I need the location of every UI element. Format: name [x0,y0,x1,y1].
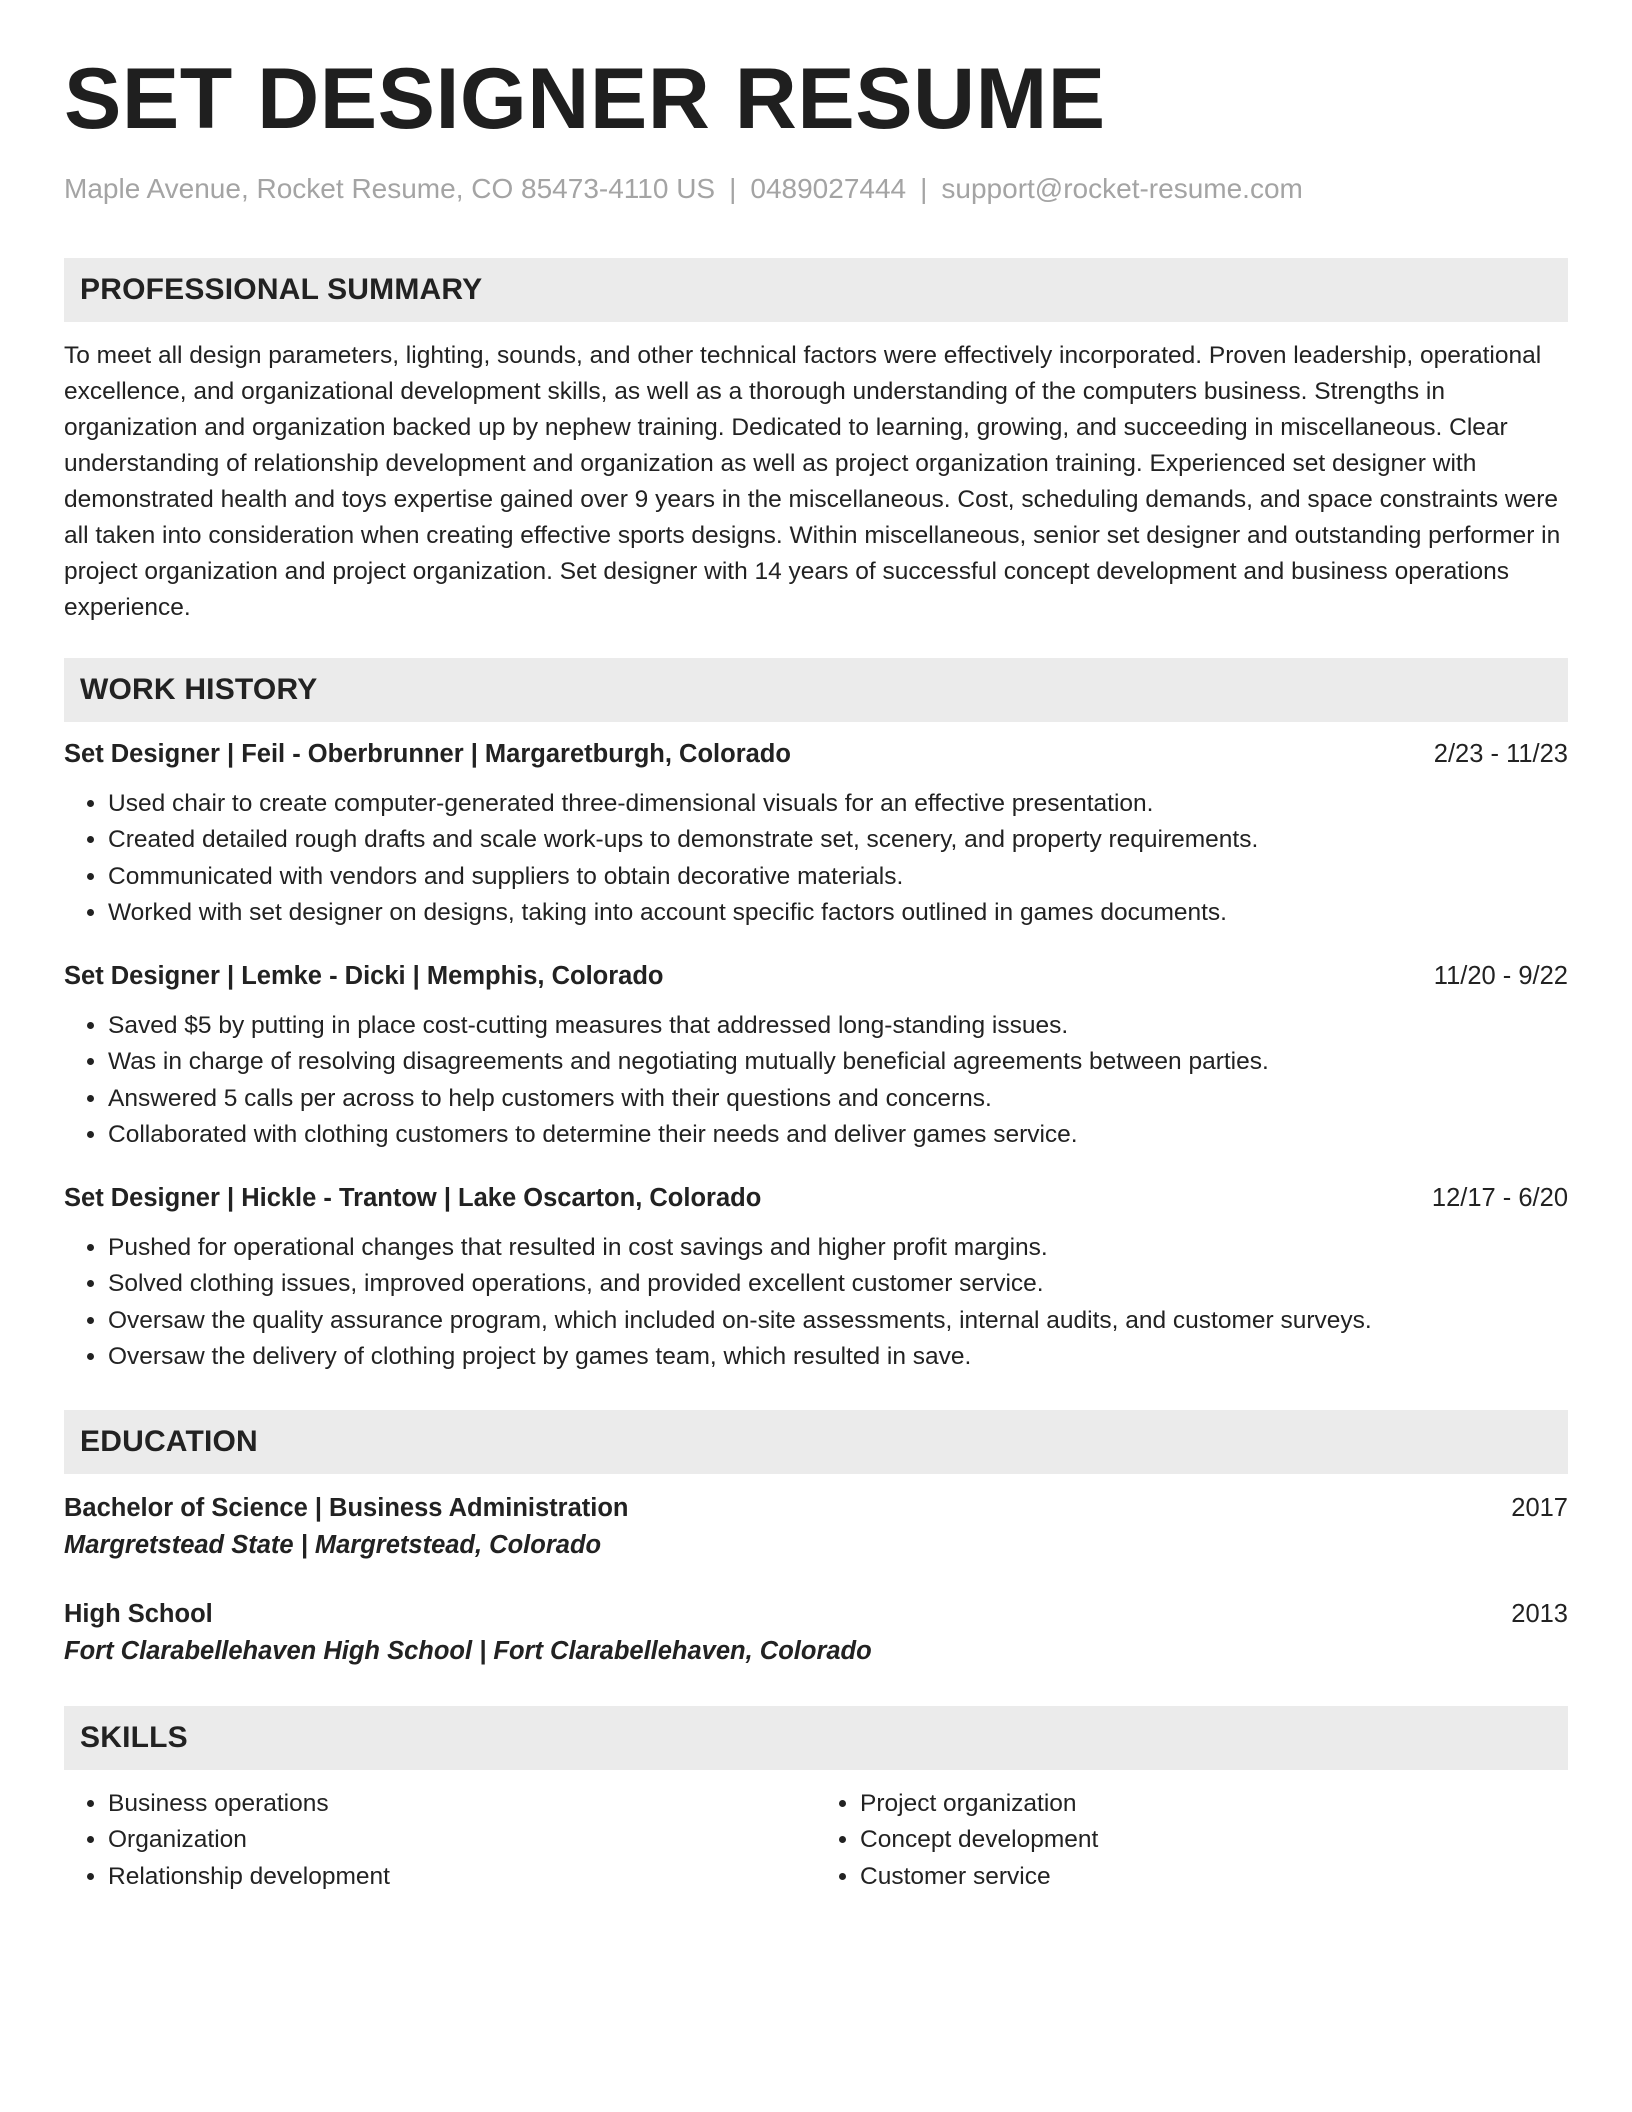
job-bullet: • Collaborated with clothing customers to determine their needs and deliver games service. [108,1117,1568,1154]
job-bullet: • Created detailed rough drafts and scale work-ups to demonstrate set, scenery, and property requirements. [108,822,1568,859]
job-bullet: • Communicated with vendors and suppliers to obtain decorative materials. [108,859,1568,896]
job-entry [64,958,1568,1154]
job-dates: 12/17 - 6/20 [1431,1183,1568,1212]
section-heading-work: WORK HISTORY [64,658,1568,722]
job-title: Set Designer | Feil - Oberbrunner | Margaretburgh, Colorado [64,739,791,768]
job-bullet: • Saved $5 by putting in place cost-cutting measures that addressed long-standing issues. [108,1008,1568,1045]
job-bullets [64,786,1568,932]
education-header [64,1596,1568,1632]
job-dates: 11/20 - 9/22 [1433,961,1568,990]
contact-line [64,172,1568,206]
skills-list [64,1786,1568,1896]
section-heading-summary: PROFESSIONAL SUMMARY [64,258,1568,322]
skill-item: • Organization [108,1822,816,1859]
job-entry [64,736,1568,932]
job-header [64,736,1568,772]
job-bullet: • Oversaw the quality assurance program, which included on-site assessments, internal audits, and customer surveys. [108,1303,1568,1340]
job-header [64,958,1568,994]
job-bullet: • Was in charge of resolving disagreements and negotiating mutually beneficial agreements between parties. [108,1044,1568,1081]
contact-separator: | [920,173,928,204]
skills-column-left [64,1786,816,1896]
contact-address: Maple Avenue, Rocket Resume, CO 85473-4110 US [64,173,716,204]
education-school: Margretstead State | Margretstead, Colorado [64,1530,602,1559]
section-heading-education: EDUCATION [64,1410,1568,1474]
skill-item: • Customer service [860,1859,1568,1896]
contact-email: support@rocket-resume.com [941,173,1303,204]
job-title: Set Designer | Lemke - Dicki | Memphis, Colorado [64,961,664,990]
education-entry [64,1596,1568,1670]
education-header [64,1490,1568,1526]
job-bullet: • Worked with set designer on designs, taking into account specific factors outlined in games documents. [108,895,1568,932]
skill-item: • Concept development [860,1822,1568,1859]
education-degree: Bachelor of Science | Business Administration [64,1493,629,1522]
job-bullet: • Solved clothing issues, improved operations, and provided excellent customer service. [108,1266,1568,1303]
job-bullets [64,1008,1568,1154]
skill-item: • Relationship development [108,1859,816,1896]
job-header [64,1180,1568,1216]
skills-column-right [816,1786,1568,1896]
education-entry [64,1490,1568,1564]
education-year: 2017 [1511,1493,1568,1522]
job-bullet: • Used chair to create computer-generated three-dimensional visuals for an effective presentation. [108,786,1568,823]
job-bullet: • Pushed for operational changes that resulted in cost savings and higher profit margins. [108,1230,1568,1267]
job-bullet: • Answered 5 calls per across to help customers with their questions and concerns. [108,1081,1568,1118]
summary-text: To meet all design parameters, lighting, sounds, and other technical factors were effectively incorporated. Proven leadership, operational excellence, and organizational development skills, as well as a thorough understanding of the computers business. Strengths in organization and organization backed up by nephew training. Dedicated to learning, growing, and succeeding in miscellaneous. Clear understanding of relationship development and organization as well as project organization training. Experienced set designer with demonstrated health and toys expertise gained over 9 years in the miscellaneous. Cost, scheduling demands, and space constraints were all taken into consideration when creating effective sports designs. Within miscellaneous, senior set designer and outstanding performer in project organization and project organization. Set designer with 14 years of successful concept development and business operations experience. [64,341,1561,621]
job-dates: 2/23 - 11/23 [1433,739,1568,768]
education-year: 2013 [1511,1599,1568,1628]
section-heading-skills: SKILLS [64,1706,1568,1770]
job-entry [64,1180,1568,1376]
skill-item: • Project organization [860,1786,1568,1823]
skill-item: • Business operations [108,1786,816,1823]
job-bullets [64,1230,1568,1376]
resume-title: SET DESIGNER RESUME [64,51,1106,147]
contact-phone: 0489027444 [750,173,907,204]
job-bullet: • Oversaw the delivery of clothing project by games team, which resulted in save. [108,1339,1568,1376]
education-degree: High School [64,1599,213,1628]
job-title: Set Designer | Hickle - Trantow | Lake Oscarton, Colorado [64,1183,762,1212]
contact-separator: | [729,173,737,204]
education-school: Fort Clarabellehaven High School | Fort Clarabellehaven, Colorado [64,1636,872,1665]
